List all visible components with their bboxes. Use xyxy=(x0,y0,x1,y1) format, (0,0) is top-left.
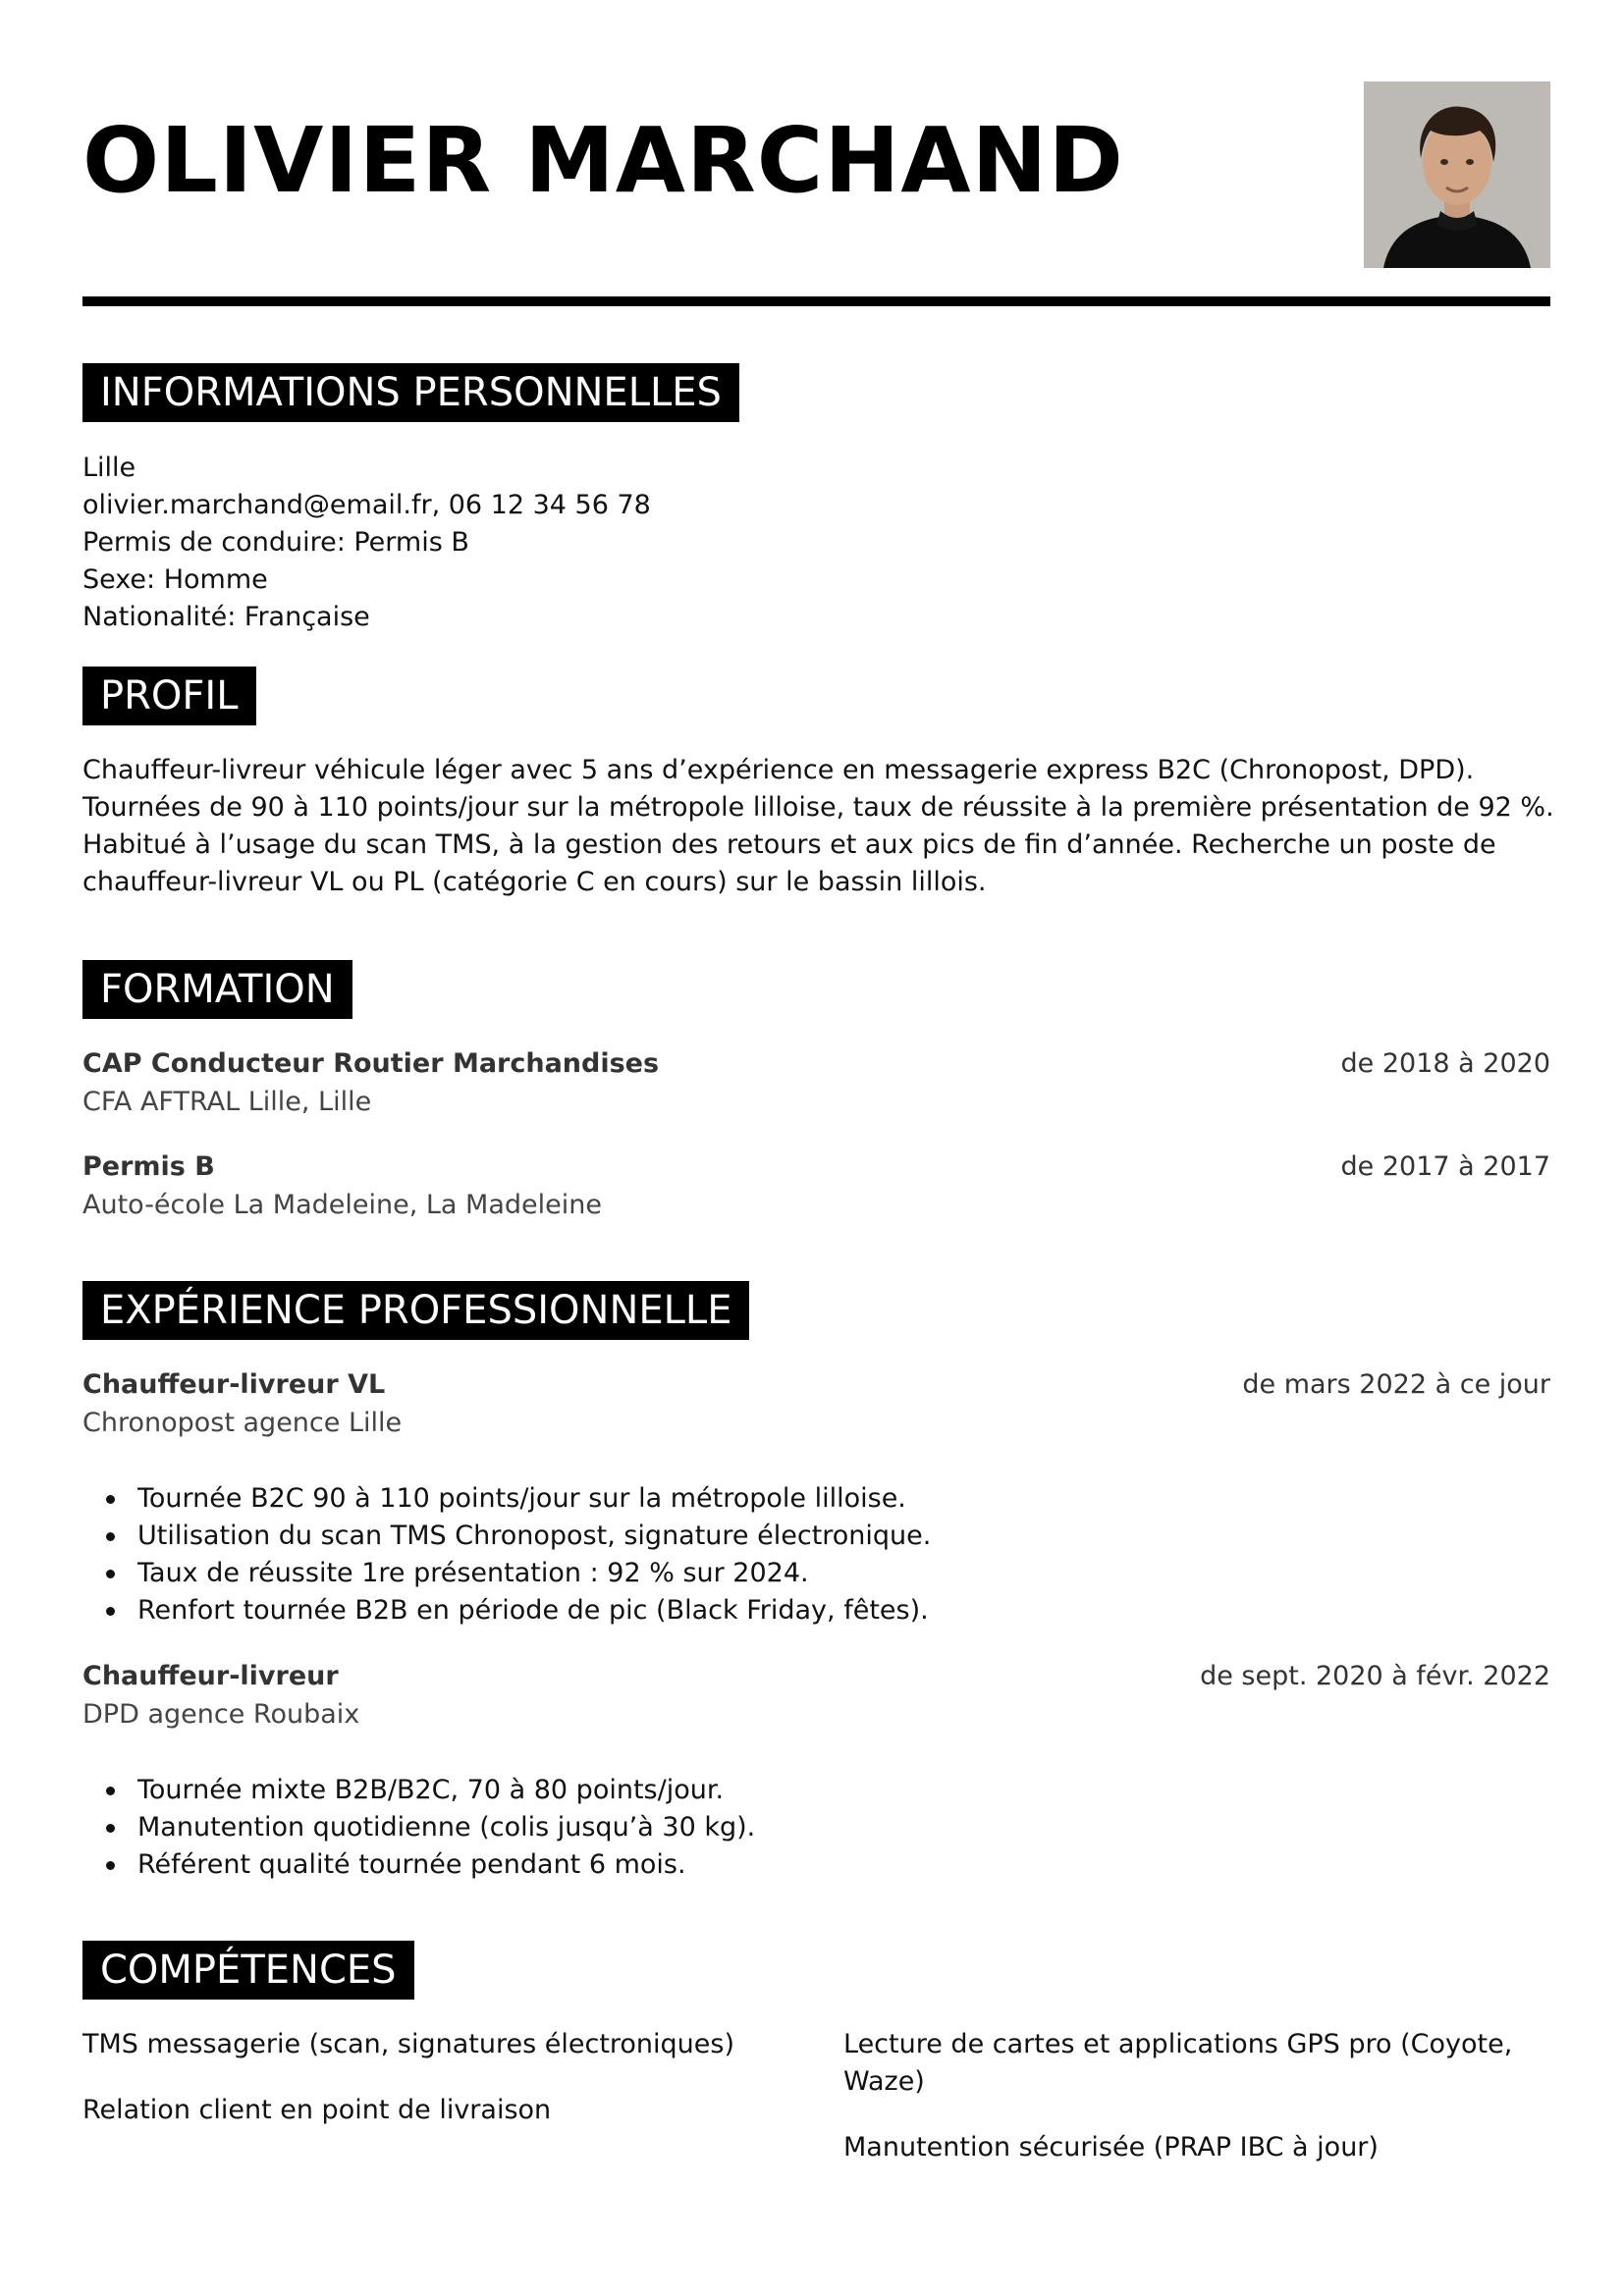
personal-contact: olivier.marchand@email.fr, 06 12 34 56 78 xyxy=(82,490,651,520)
education-school: CFA AFTRAL Lille, Lille xyxy=(82,1087,372,1117)
bullet-item: Renfort tournée B2B en période de pic (Black Friday, fêtes). xyxy=(106,1592,931,1629)
education-title: CAP Conducteur Routier Marchandises xyxy=(82,1048,660,1079)
personal-city: Lille xyxy=(82,453,136,483)
bullet-item: Taux de réussite 1re présentation : 92 % sur 2024. xyxy=(106,1555,931,1592)
profile-line: chauffeur-livreur VL ou PL (catégorie C en cours) sur le bassin lillois. xyxy=(82,867,987,897)
experience-item xyxy=(82,1657,1550,1734)
section-header-personal: INFORMATIONS PERSONNELLES xyxy=(82,363,739,422)
personal-license: Permis de conduire: Permis B xyxy=(82,527,469,558)
header-divider xyxy=(82,296,1550,306)
bullet-item: Utilisation du scan TMS Chronopost, signature électronique. xyxy=(106,1518,931,1555)
job-date: de mars 2022 à ce jour xyxy=(1242,1369,1550,1400)
skill-item: Relation client en point de livraison xyxy=(82,2095,552,2125)
profile-line: Chauffeur-livreur véhicule léger avec 5 ans d’expérience en messagerie express B2C (Chronopost, DPD). xyxy=(82,755,1475,785)
portrait-image xyxy=(1364,81,1550,268)
section-header-experience: EXPÉRIENCE PROFESSIONNELLE xyxy=(82,1281,749,1340)
education-item xyxy=(82,1044,1550,1121)
job-title: Chauffeur-livreur VL xyxy=(82,1369,386,1400)
section-header-profile: PROFIL xyxy=(82,667,256,725)
personal-nationality: Nationalité: Française xyxy=(82,602,370,632)
bullet-item: Manutention quotidienne (colis jusqu’à 30 kg). xyxy=(106,1809,755,1846)
skill-item: TMS messagerie (scan, signatures électroniques) xyxy=(82,2029,735,2059)
profile-photo xyxy=(1364,81,1550,268)
bullet-item: Référent qualité tournée pendant 6 mois. xyxy=(106,1846,755,1884)
job-company: DPD agence Roubaix xyxy=(82,1699,360,1730)
profile-line: Tournées de 90 à 110 points/jour sur la métropole lilloise, taux de réussite à la première présentation de 92 %. xyxy=(82,792,1554,823)
bullet-item: Tournée mixte B2B/B2C, 70 à 80 points/jour. xyxy=(106,1772,755,1809)
section-header-education: FORMATION xyxy=(82,960,352,1019)
education-date: de 2017 à 2017 xyxy=(1340,1151,1550,1182)
job-company: Chronopost agence Lille xyxy=(82,1408,403,1438)
job-bullets xyxy=(106,1480,931,1629)
skill-item: Lecture de cartes et applications GPS pro (Coyote, Waze) xyxy=(843,2029,1513,2097)
education-date: de 2018 à 2020 xyxy=(1340,1048,1550,1079)
job-date: de sept. 2020 à févr. 2022 xyxy=(1200,1661,1550,1691)
job-bullets xyxy=(106,1772,755,1884)
bullet-item: Tournée B2C 90 à 110 points/jour sur la métropole lilloise. xyxy=(106,1480,931,1518)
experience-item xyxy=(82,1365,1550,1442)
job-title: Chauffeur-livreur xyxy=(82,1661,339,1691)
education-title: Permis B xyxy=(82,1151,215,1182)
section-header-skills: COMPÉTENCES xyxy=(82,1941,414,2000)
personal-info xyxy=(82,450,651,636)
education-school: Auto-école La Madeleine, La Madeleine xyxy=(82,1190,602,1220)
candidate-name: OLIVIER MARCHAND xyxy=(82,108,1124,213)
profile-summary xyxy=(82,752,1555,901)
skill-item: Manutention sécurisée (PRAP IBC à jour) xyxy=(843,2132,1379,2163)
personal-sex: Sexe: Homme xyxy=(82,564,268,595)
education-item xyxy=(82,1148,1550,1224)
profile-line: Habitué à l’usage du scan TMS, à la gestion des retours et aux pics de fin d’année. Recherche un poste de xyxy=(82,829,1496,860)
